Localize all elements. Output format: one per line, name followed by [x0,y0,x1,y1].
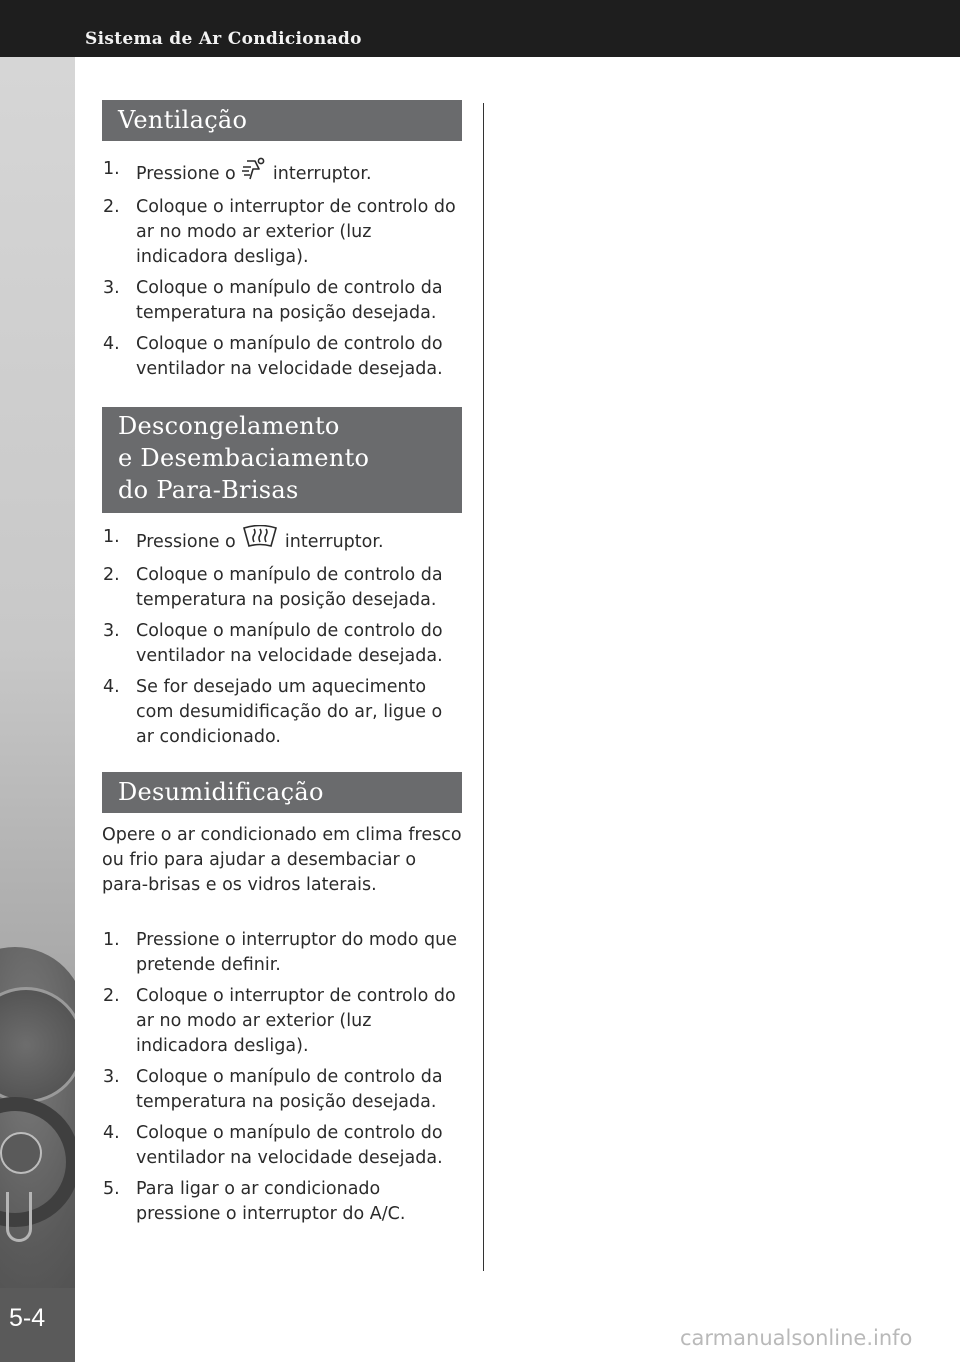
watermark: carmanualsonline.info [680,1326,913,1350]
left-column [102,100,462,1233]
list-item [102,1065,462,1115]
list-item [102,276,462,326]
list-item [102,1177,462,1227]
step-text-after: interruptor. [284,532,384,552]
column-divider [483,103,484,1271]
page-number: 5-4 [9,1304,46,1332]
step-number: 2. [103,197,120,217]
step-number: 4. [103,677,120,697]
step-text: Coloque o manípulo de controlo do ventilador na velocidade desejada. [136,1123,443,1168]
step-text: Coloque o manípulo de controlo do ventilador na velocidade desejada. [136,334,443,379]
step-number: 3. [103,1067,120,1087]
step-number: 4. [103,334,120,354]
step-number: 5. [103,1179,120,1199]
step-number: 1. [103,159,120,179]
step-text: Coloque o interruptor de controlo do ar no modo ar exterior (luz indicadora desliga). [136,986,456,1056]
list-item [102,1121,462,1171]
section-heading-descongelamento [102,407,462,513]
list-item [102,525,462,557]
list-item [102,619,462,669]
wheel-spoke-icon [6,1192,32,1242]
brand-logo-icon [0,1132,42,1174]
step-text: Pressione o interruptor do modo que pretende definir. [136,930,457,975]
step-text: Coloque o manípulo de controlo da temperatura na posição desejada. [136,278,443,323]
step-text: Para ligar o ar condicionado pressione o interruptor do A/C. [136,1179,406,1224]
list-item [102,675,462,750]
section-heading-ventilacao: Ventilação [102,100,462,141]
step-text: Pressione o [136,532,236,552]
step-number: 2. [103,565,120,585]
header-bar [0,0,960,57]
ventilacao-steps [102,157,462,382]
step-text: Coloque o manípulo de controlo da temperatura na posição desejada. [136,1067,443,1112]
step-text: Coloque o interruptor de controlo do ar no modo ar exterior (luz indicadora desliga). [136,197,456,267]
list-item [102,157,462,189]
descongelamento-steps [102,525,462,750]
step-number: 1. [103,527,120,547]
desumidificacao-steps [102,928,462,1227]
step-text-after: interruptor. [272,164,372,184]
vent-mode-icon [241,157,267,189]
section-heading-desumidificacao: Desumidificação [102,772,462,813]
step-number: 4. [103,1123,120,1143]
step-text: Se for desejado um aquecimento com desumidificação do ar, ligue o ar condicionado. [136,677,443,747]
list-item [102,984,462,1059]
intro-paragraph: Opere o ar condicionado em clima fresco ou frio para ajudar a desembaciar o para-brisas e os vidros laterais. [102,825,462,895]
step-number: 2. [103,986,120,1006]
step-text: Pressione o [136,164,236,184]
windshield-defroster-icon [241,525,279,557]
heading-line: Descongelamento [118,412,340,440]
list-item [102,563,462,613]
step-text: Coloque o manípulo de controlo da temperatura na posição desejada. [136,565,443,610]
list-item [102,195,462,270]
page-number-box [0,1288,75,1362]
list-item [102,928,462,978]
step-text: Coloque o manípulo de controlo do ventilador na velocidade desejada. [136,621,443,666]
list-item [102,332,462,382]
heading-line: e Desembaciamento [118,444,370,472]
step-number: 1. [103,930,120,950]
step-number: 3. [103,621,120,641]
chapter-sidebar [0,57,75,1362]
gauge-icon [0,987,75,1103]
heading-line: do Para-Brisas [118,476,299,504]
section-title: Sistema de Ar Condicionado [85,29,362,49]
step-number: 3. [103,278,120,298]
